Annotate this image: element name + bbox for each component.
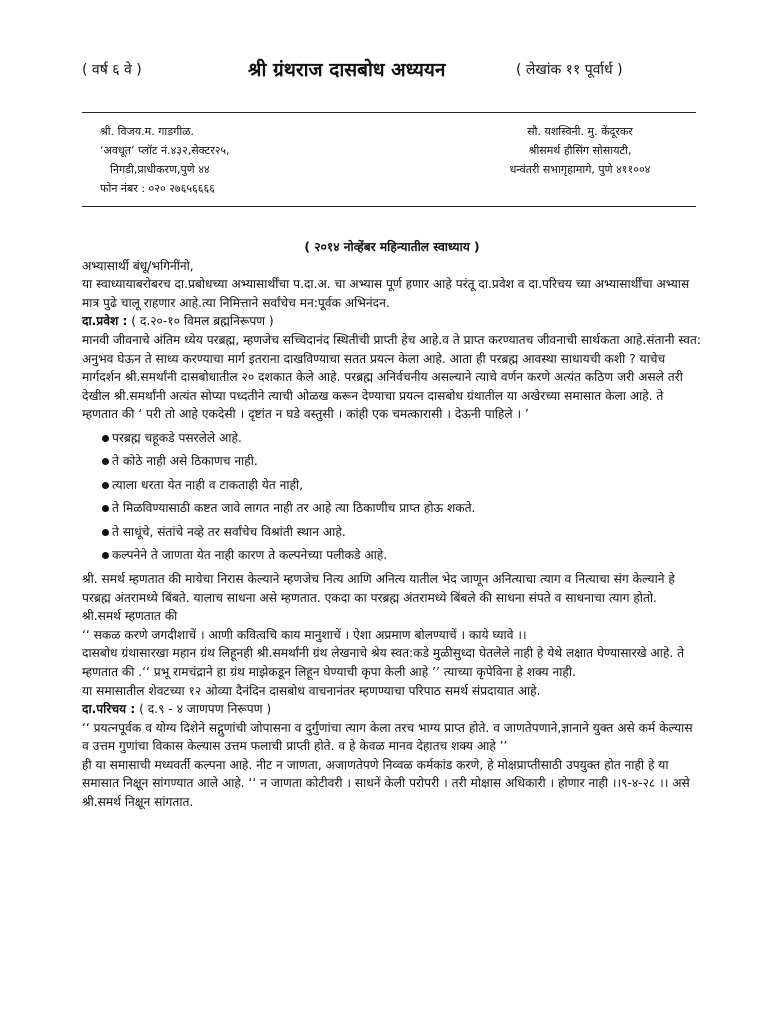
bullet-icon [102, 435, 109, 442]
pravesh-paragraph: मानवी जीवनाचे अंतिम ध्येय परब्रह्म, म्हणजेच सच्चिदानंद स्थितीची प्राप्ती हेच आहे.व ते प्राप्त करण्यातच जीवनाची सार्थकता आहे.संतानी स्वत: अनुभव घेऊन ते साध्य करण्याचा मार्ग इतराना दाखविण्याचा सतत प्रयत्न केला आहे. आता ही परब्रह्म आवस्था साधायची कशी ? याचेच मार्गदर्शन श्री.समर्थांनी दासबोधातील २० दशकात केले आहे. परब्रह्म अनिर्वचनीय असल्याने त्याचे वर्णन करणे अत्यंत कठिण जरी असले तरी देखील श्री.समर्थांनी अत्यंत सोप्या पध्दतीने त्याची ओळख करून देण्याचा प्रयत्न दासबोध ग्रंथातील या अखेरच्या समासात केला आहे. ते म्हणतात की ‘ परी तो आहे एकदेसी । दृष्टांत न घडे वस्तुसी । कांही एक चमत्कारासी । देऊनी पाहिले । ’ [82, 332, 701, 422]
header-rule-bottom [82, 206, 696, 207]
author-address-left [100, 122, 230, 198]
intro-paragraph: या स्वाध्यायाबरोबरच दा.प्रबोधच्या अभ्यासार्थींचा प.दा.अ. चा अभ्यास पूर्ण हणार आहे परंतू दा.प्रवेश व दा.परिचय च्या अभ्यासार्थींचा अभ्यास मात्र पुढे चालू राहणार आहे.त्या निमित्ताने सर्वांचेच मन:पूर्वक अभिनंदन. [82, 277, 690, 310]
author-address-right [460, 122, 700, 179]
address-line: फोन नंबर : ०२० २७६५६६६६ [100, 182, 215, 195]
address-line: सौ. यशस्विनी. मु. केंदूरकर [527, 125, 633, 138]
parichay-label: दा.परिचय : [82, 702, 136, 717]
pravesh-label: दा.प्रवेश : [82, 314, 128, 329]
list-item-text: ते कोठे नाही असे ठिकाणच नाही. [112, 454, 258, 469]
year-label: ( वर्ष ६ वे ) [82, 62, 142, 78]
address-line: श्रीसमर्थ हौसिंग सोसायटी, [528, 144, 632, 157]
list-item [82, 474, 702, 498]
bullet-list [82, 427, 702, 568]
list-item [82, 427, 702, 451]
pravesh-heading [82, 312, 702, 331]
address-line: निगडी,प्राधीकरण,पुणे ४४ [110, 163, 210, 176]
document-title: श्री ग्रंथराज दासबोध अध्ययन [248, 59, 446, 81]
header-rule-top [82, 112, 696, 113]
list-item [82, 497, 702, 521]
bullet-icon [102, 529, 109, 536]
pravesh-paragraph-3: दासबोध ग्रंथासारखा महान ग्रंथ लिहूनही श्री.समर्थांनी ग्रंथ लेखनाचे श्रेय स्वत:कडे मुळीसुध्दा घेतलेले नाही हे येथे लक्षात घेण्यासारखे आहे. ते म्हणतात की .‘‘ प्रभू रामचंद्राने हा ग्रंथ माझेकडून लिहून घेण्याची कृपा केली आहे ’’ त्याच्या कृपेविना हे शक्य नाही. [82, 646, 685, 679]
samarth-says: श्री.समर्थ म्हणतात की [82, 609, 178, 624]
bullet-icon [102, 552, 109, 559]
document-body [82, 238, 702, 812]
list-item-text: परब्रह्म चहूकडे पसरलेले आहे. [112, 430, 242, 445]
list-item [82, 450, 702, 474]
parichay-paragraph-2: ही या समासाची मध्यवर्ती कल्पना आहे. नीट न जाणता, अजाणतेपणे निव्वळ कर्मकांड करणे, हे मोक्षप्राप्तीसाठी उपयुक्त होत नाही हे या समासात निक्षून सांगण्यात आले आहे. ‘‘ न जाणता कोटीवरी । साधनें केली परोपरी । तरी मोक्षास अधिकारी । होणार नाही ।।९-४-२८ ।। असे श्री.समर्थ निक्षून सांगतात. [82, 757, 690, 810]
section-title: ( २०१४ नोव्हेंबर महिन्यातील स्वाध्याय ) [304, 240, 480, 254]
list-item [82, 521, 702, 545]
bullet-icon [102, 505, 109, 512]
address-line: श्री. विजय.म. गाडगीळ. [100, 125, 195, 138]
parichay-reference: ( द.९ - ४ जाणपण निरूपण ) [135, 702, 272, 717]
bullet-icon [102, 482, 109, 489]
list-item [82, 544, 702, 568]
greeting: अभ्यासार्थी बंधू/भगिनींनो, [82, 258, 194, 273]
parichay-paragraph: ‘‘ प्रयत्नपूर्वक व योग्य दिशेने सद्गुणांची जोपासना व दुर्गुणांचा त्याग केला तरच भाग्य प्राप्त होते. व जाणतेपणाने,ज्ञानाने युक्त असे कर्म केल्यास व उत्तम गुणांचा विकास केल्यास उत्तम फलाची प्राप्ती होते. व हे केवळ मानव देहातच शक्य आहे ’’ [82, 720, 693, 754]
address-line: ‘अवधूत’ प्लॉट नं.४३२,सेक्टर२५, [100, 144, 230, 157]
page-header [0, 56, 768, 86]
list-item-text: त्याला धरता येत नाही व टाकताही येत नाही, [112, 477, 304, 492]
pravesh-paragraph-4: या समासातील शेवटच्या १२ ओव्या दैनंदिन दासबोध वाचनानंतर म्हणण्याचा परिपाठ समर्थ संप्रदायात आहे. [82, 683, 541, 698]
list-item-text: ते साधूंचे, संतांचे नव्हे तर सर्वांचेच विश्रांती स्थान आहे. [112, 524, 346, 539]
article-number: ( लेखांक ११ पूर्वार्ध ) [516, 62, 623, 78]
pravesh-paragraph-2: श्री. समर्थ म्हणतात की मायेचा निरास केल्याने म्हणजेच नित्य आणि अनित्य यातील भेद जाणून अनित्याचा त्याग व नित्याचा संग केल्याने हे परब्रह्म अंतरामध्ये बिंबते. यालाच साधना असे म्हणतात. एकदा का परब्रह्म अंतरामध्ये बिंबले की साधना संपते व साधनाचा त्याग होतो. [82, 571, 675, 605]
pravesh-reference: ( द.२०-१० विमल ब्रह्मनिरूपण ) [127, 314, 274, 329]
verse-quote: ‘‘ सकळ करणे जगदीशाचें । आणी कवित्वचि काय मानुशाचें । ऐशा अप्रमाण बोलण्याचें । काये घ्यावे ।। [82, 627, 527, 642]
parichay-heading [82, 700, 702, 719]
list-item-text: ते मिळविण्यासाठी कष्टत जावे लागत नाही तर आहे त्या ठिकाणीच प्राप्त होऊ शकते. [112, 501, 476, 516]
bullet-icon [102, 458, 109, 465]
list-item-text: कल्पनेने ते जाणता येत नाही कारण ते कल्पनेच्या पलीकडे आहे. [112, 548, 388, 563]
address-line: धन्वंतरी सभागृहामागे, पुणे ४११००४ [509, 163, 651, 176]
